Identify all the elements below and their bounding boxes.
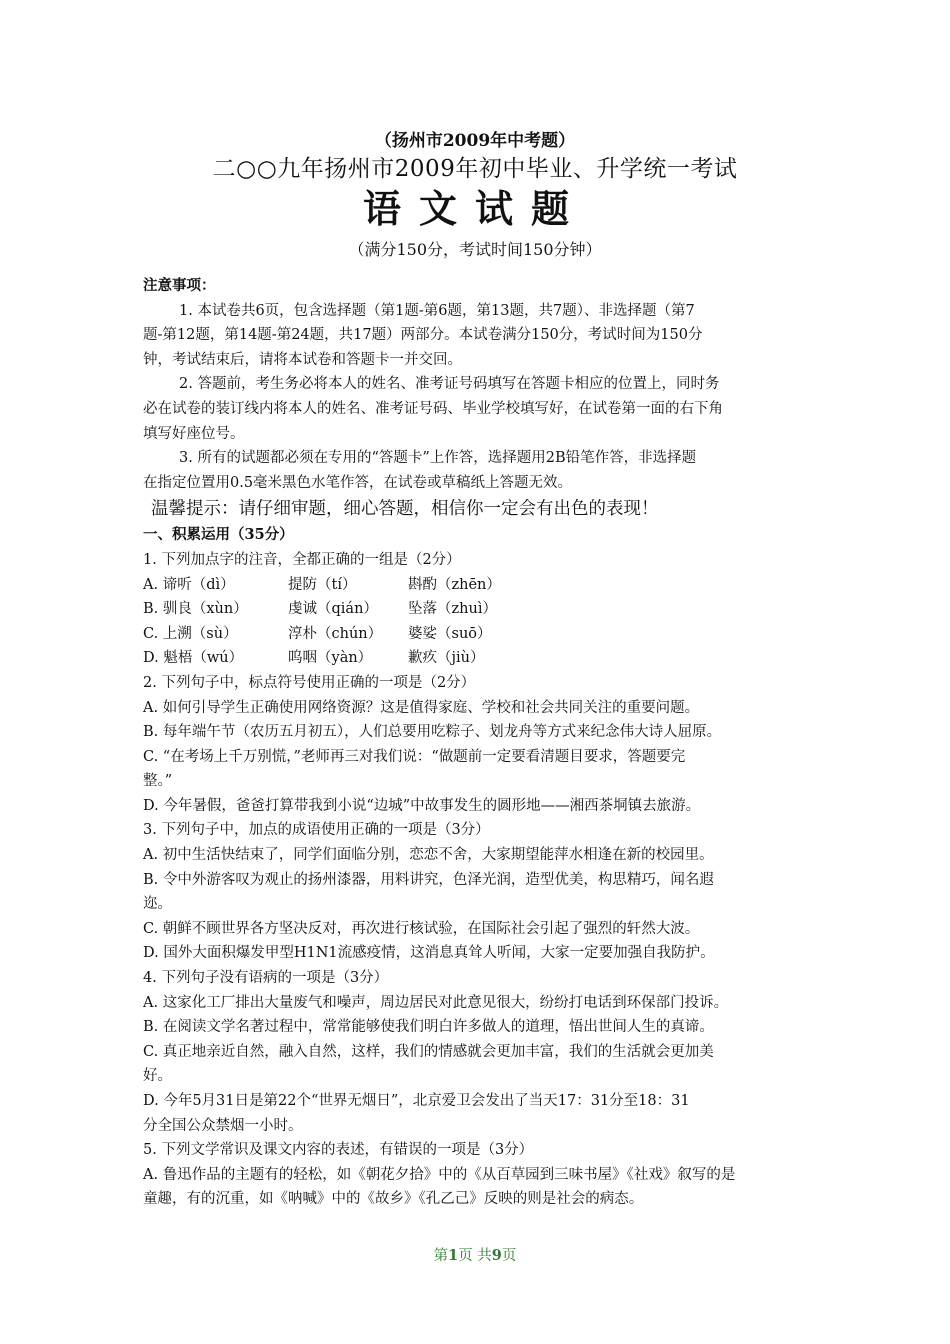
question-option-line: D. 国外大面积爆发甲型H1N1流感疫情，这消息真耸人听闻，大家一定要加强自我防护。 xyxy=(143,945,715,962)
choice-cell: D. 魁梧（wú） xyxy=(143,650,244,667)
question-option-line: A. 这家化工厂排出大量废气和噪声，周边居民对此意见很大，纷纷打电话到环保部门投诉。 xyxy=(143,994,729,1011)
choice-cell: A. 谛听（dì） xyxy=(143,576,235,593)
notice-heading: 注意事项： xyxy=(143,277,216,294)
choice-row xyxy=(143,573,815,598)
section-heading: 一、积累运用（35分） xyxy=(143,526,294,544)
notice-line: 题-第12题，第14题-第24题，共17题）两部分。本试卷满分150分，考试时间为150分 xyxy=(143,327,703,344)
question-stem: 4. 下列句子没有语病的一项是（3分） xyxy=(143,970,389,987)
exam-body xyxy=(143,274,815,1212)
question-option-line: D. 今年5月31日是第22个“世界无烟日”，北京爱卫会发出了当天17：31分至18：31 xyxy=(143,1093,690,1109)
choice-row xyxy=(143,646,815,671)
notice-line: 必在试卷的装订线内将本人的姓名、准考证号码、毕业学校填写好，在试卷第一面的右下角 xyxy=(143,400,723,417)
question-option-line: 迩。 xyxy=(143,896,172,913)
notice-line: 2. 答题前，考生务必将本人的姓名、准考证号码填写在答题卡相应的位置上，同时务 xyxy=(179,376,720,393)
question-stem: 3. 下列句子中，加点的成语使用正确的一项是（3分） xyxy=(143,822,490,839)
question-option-line: A. 鲁迅作品的主题有的轻松，如《朝花夕拾》中的《从百草园到三味书屋》《社戏》叙写的是 xyxy=(143,1166,736,1183)
current-page-number: 1 xyxy=(448,1247,459,1264)
question-option-line: 好。 xyxy=(143,1068,172,1085)
question-stem: 2. 下列句子中，标点符号使用正确的一项是（2分） xyxy=(143,674,476,691)
choice-cell: C. 上溯（sù） xyxy=(143,625,238,642)
page-number-footer xyxy=(0,1244,950,1265)
choice-cell: 呜咽（yàn） xyxy=(288,650,373,667)
notice-line: 1. 本试卷共6页，包含选择题（第1题-第6题，第13题，共7题）、非选择题（第7 xyxy=(179,302,695,319)
choice-cell: 淳朴（chún） xyxy=(288,625,383,642)
choice-cell: 虔诚（qián） xyxy=(288,601,378,618)
question-stem: 5. 下列文学常识及课文内容的表述，有错误的一项是（3分） xyxy=(143,1142,534,1159)
question-option-line: B. 每年端午节（农历五月初五），人们总要用吃粽子、划龙舟等方式来纪念伟大诗人屈原。 xyxy=(143,724,722,741)
question-option-line: C. 朝鲜不顾世界各方坚决反对，再次进行核试验，在国际社会引起了强烈的轩然大波。 xyxy=(143,920,700,937)
question-option-line: B. 在阅读文学名著过程中，常常能够使我们明白许多做人的道理，悟出世间人生的真谛。 xyxy=(143,1019,714,1036)
choice-cell: 歉疚（jiù） xyxy=(408,650,485,667)
choice-row xyxy=(143,597,815,622)
total-page-number: 9 xyxy=(491,1247,502,1264)
choice-cell: B. 驯良（xùn） xyxy=(143,601,248,618)
choice-cell: 提防（tí） xyxy=(288,576,357,593)
page-middle: 页 共 xyxy=(458,1248,492,1264)
question-option-line: 童趣，有的沉重，如《呐喊》中的《故乡》《孔乙己》反映的则是社会的病态。 xyxy=(143,1191,644,1208)
exam-source-subtitle: （扬州市2009年中考题） xyxy=(374,131,576,151)
question-option-line: 整。” xyxy=(143,773,173,790)
question-option-line: C. 真正地亲近自然，融入自然，这样，我们的情感就会更加丰富，我们的生活就会更加美 xyxy=(143,1043,714,1060)
question-option-line: A. 如何引导学生正确使用网络资源？这是值得家庭、学校和社会共同关注的重要问题。 xyxy=(143,699,700,716)
choice-cell: 斟酌（zhēn） xyxy=(408,576,501,593)
score-time-line: （满分150分，考试时间150分钟） xyxy=(348,240,602,259)
question-option-line: A. 初中生活快结束了，同学们面临分别，恋恋不舍，大家期望能萍水相逢在新的校园里。 xyxy=(143,847,714,864)
page-prefix: 第 xyxy=(433,1248,449,1264)
friendly-tip: 温馨提示：请仔细审题，细心答题，相信你一定会有出色的表现！ xyxy=(151,499,659,520)
question-option-line: D. 今年暑假，爸爸打算带我到小说“边城”中故事发生的圆形地——湘西茶垌镇去旅游。 xyxy=(143,797,701,814)
choice-cell: 婆娑（suō） xyxy=(408,625,492,642)
notice-line: 填写好座位号。 xyxy=(143,425,245,442)
notice-line: 3. 所有的试题都必须在专用的“答题卡”上作答，选择题用2B铅笔作答，非选择题 xyxy=(179,450,697,467)
page-title: 语文试题 xyxy=(362,186,587,231)
choice-cell: 坠落（zhuì） xyxy=(408,601,497,618)
choice-row xyxy=(143,622,815,647)
notice-line: 钟，考试结束后，请将本试卷和答题卡一并交回。 xyxy=(143,351,462,368)
page-suffix: 页 xyxy=(501,1248,517,1264)
notice-line: 在指定位置用0.5毫米黑色水笔作答，在试卷或草稿纸上答题无效。 xyxy=(143,474,573,491)
question-option-line: C. “在考场上千万别慌，”老师再三对我们说：“做题前一定要看清题目要求，答题要完 xyxy=(143,748,686,765)
question-option-line: B. 令中外游客叹为观止的扬州漆器，用料讲究，色泽光润，造型优美，构思精巧，闻名遐 xyxy=(143,871,714,888)
exam-name-line: 二○○九年扬州市2009年初中毕业、升学统一考试 xyxy=(212,156,738,182)
question-option-line: 分全国公众禁烟一小时。 xyxy=(143,1117,303,1134)
question-stem: 1. 下列加点字的注音，全都正确的一组是（2分） xyxy=(143,551,461,568)
